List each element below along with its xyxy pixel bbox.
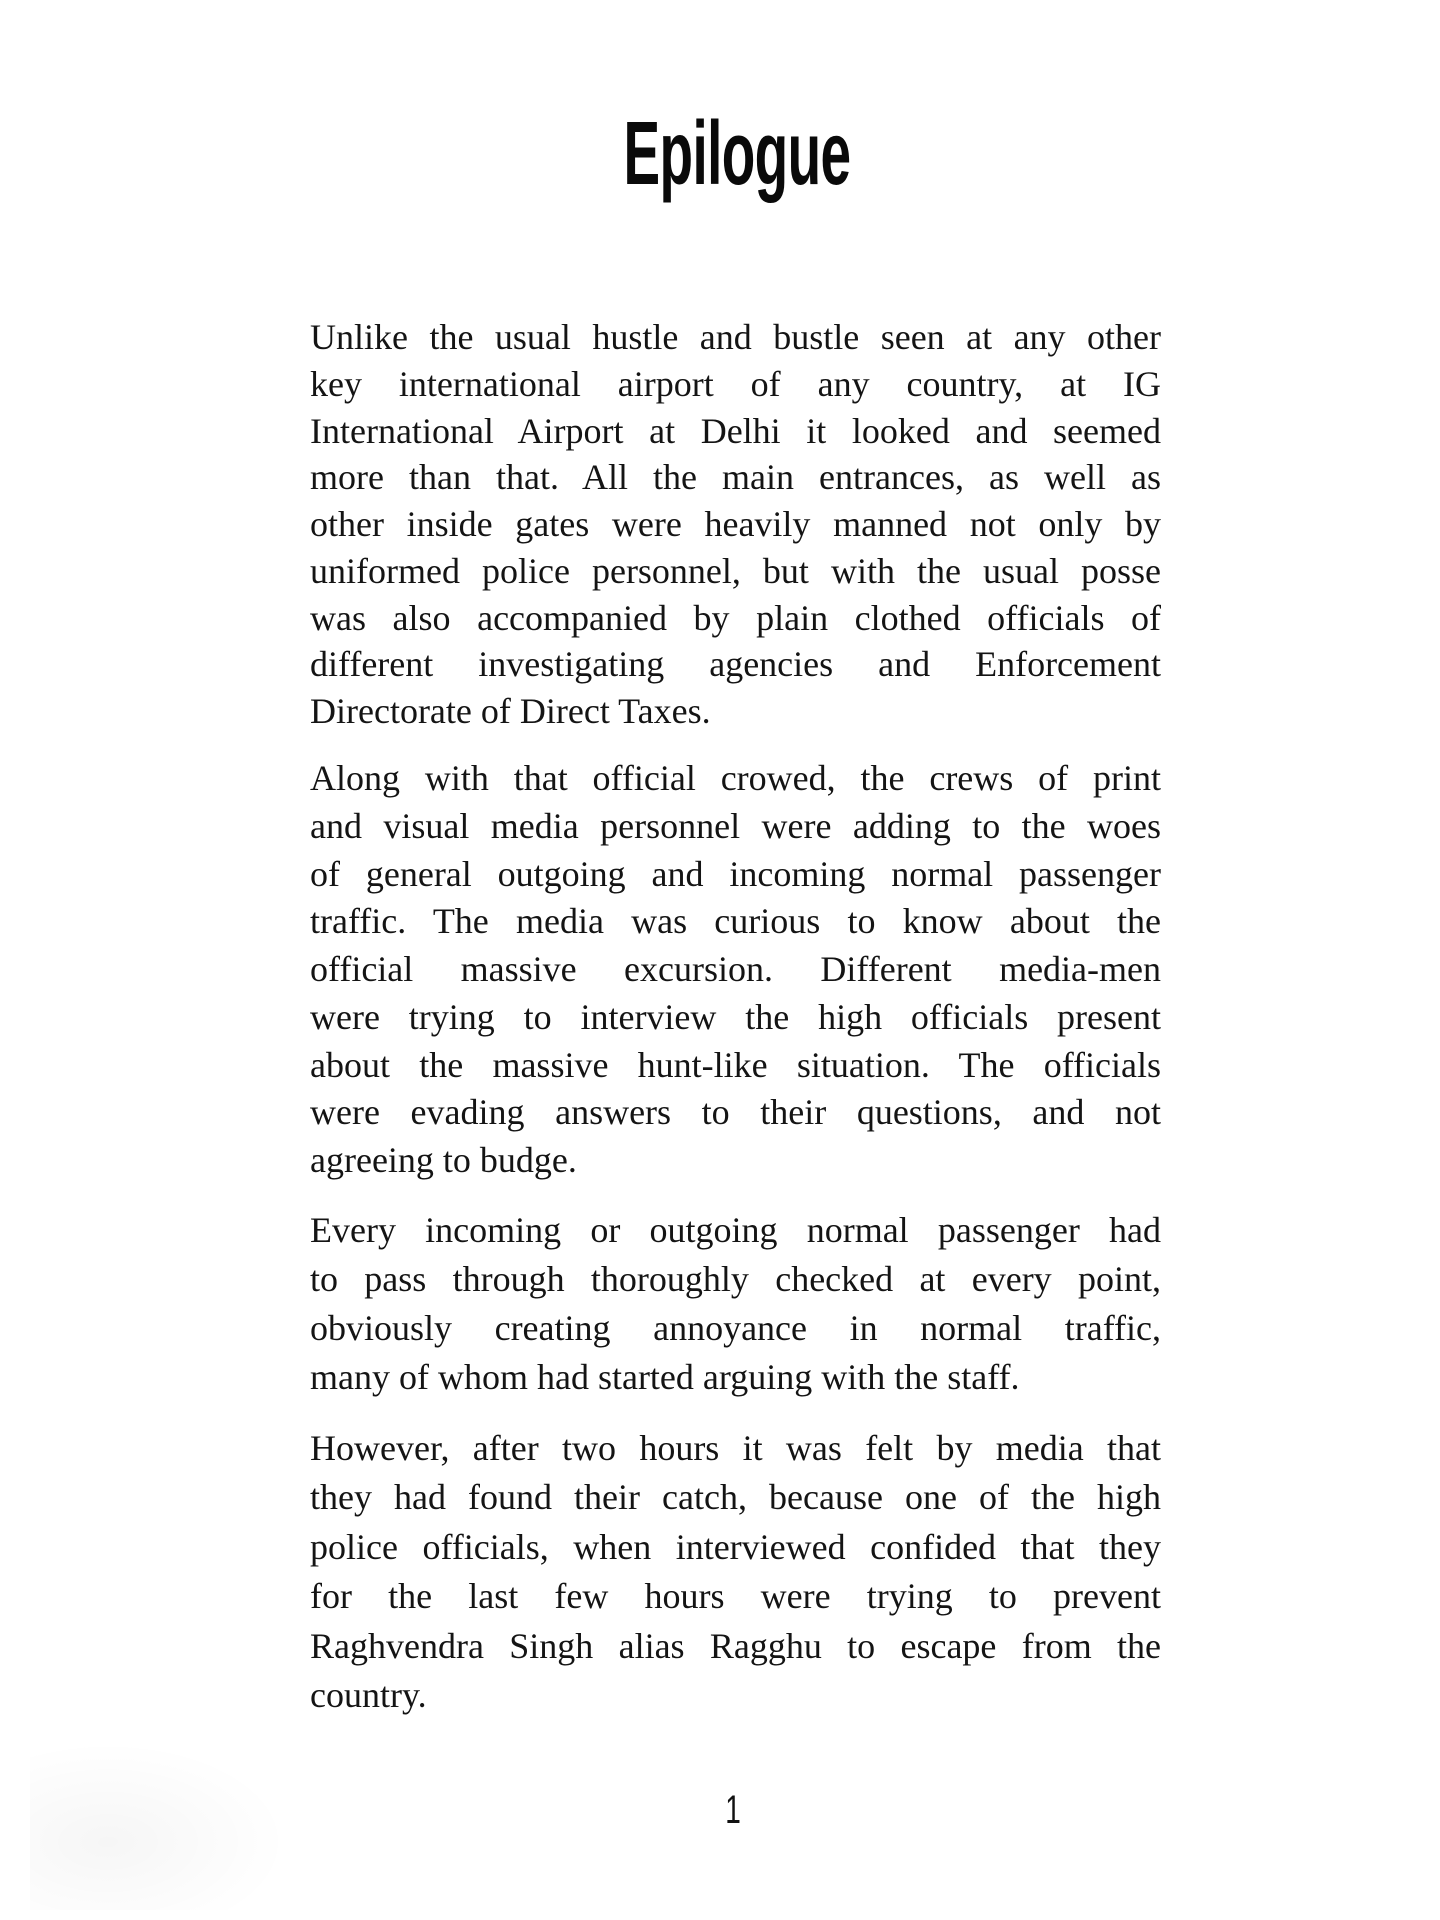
text-line: was also accompanied by plain clothed officials of: [310, 597, 1161, 638]
text-line: were evading answers to their questions, and not: [310, 1092, 1161, 1133]
text-line: police officials, when interviewed confided that they: [310, 1526, 1161, 1567]
chapter-title: Epilogue: [623, 104, 851, 204]
text-line: more than that. All the main entrances, as well as: [310, 457, 1161, 498]
paragraph-2: [310, 755, 1161, 1185]
text-line: Unlike the usual hustle and bustle seen at any other: [310, 317, 1161, 357]
page-number: 1: [725, 1788, 741, 1832]
text-line: different investigating agencies and Enforcement: [310, 644, 1161, 685]
text-line: they had found their catch, because one of the high: [310, 1477, 1161, 1518]
text-line: Directorate of Direct Taxes.: [310, 691, 711, 731]
text-line: However, after two hours it was felt by media that: [310, 1428, 1161, 1468]
chapter-heading-container: [0, 104, 1440, 204]
text-line: about the massive hunt-like situation. The officials: [310, 1044, 1161, 1085]
paragraph-3: [310, 1206, 1161, 1402]
text-line: many of whom had started arguing with the staff.: [310, 1357, 1020, 1397]
text-line: and visual media personnel were adding to the woes: [310, 805, 1161, 846]
text-line: to pass through thoroughly checked at every point,: [310, 1259, 1161, 1299]
text-line: official massive excursion. Different media-men: [310, 949, 1161, 989]
text-line: agreeing to budge.: [310, 1140, 577, 1180]
paragraph-1: [310, 314, 1161, 735]
text-line: Every incoming or outgoing normal passenger had: [310, 1210, 1161, 1250]
text-line: key international airport of any country, at IG: [310, 363, 1161, 404]
text-line: traffic. The media was curious to know about the: [310, 901, 1161, 942]
text-line: for the last few hours were trying to prevent: [310, 1576, 1161, 1617]
text-line: obviously creating annoyance in normal traffic,: [310, 1308, 1161, 1348]
text-line: other inside gates were heavily manned not only by: [310, 504, 1161, 544]
text-line: were trying to interview the high officials present: [310, 996, 1161, 1037]
paragraph-4: [310, 1424, 1161, 1720]
text-line: Raghvendra Singh alias Ragghu to escape from the: [310, 1625, 1161, 1666]
text-line: International Airport at Delhi it looked and seemed: [310, 410, 1161, 451]
text-line: of general outgoing and incoming normal passenger: [310, 853, 1161, 894]
text-line: country.: [310, 1674, 427, 1715]
text-line: Along with that official crowed, the crews of print: [310, 758, 1161, 798]
text-line: uniformed police personnel, but with the usual posse: [310, 550, 1161, 591]
